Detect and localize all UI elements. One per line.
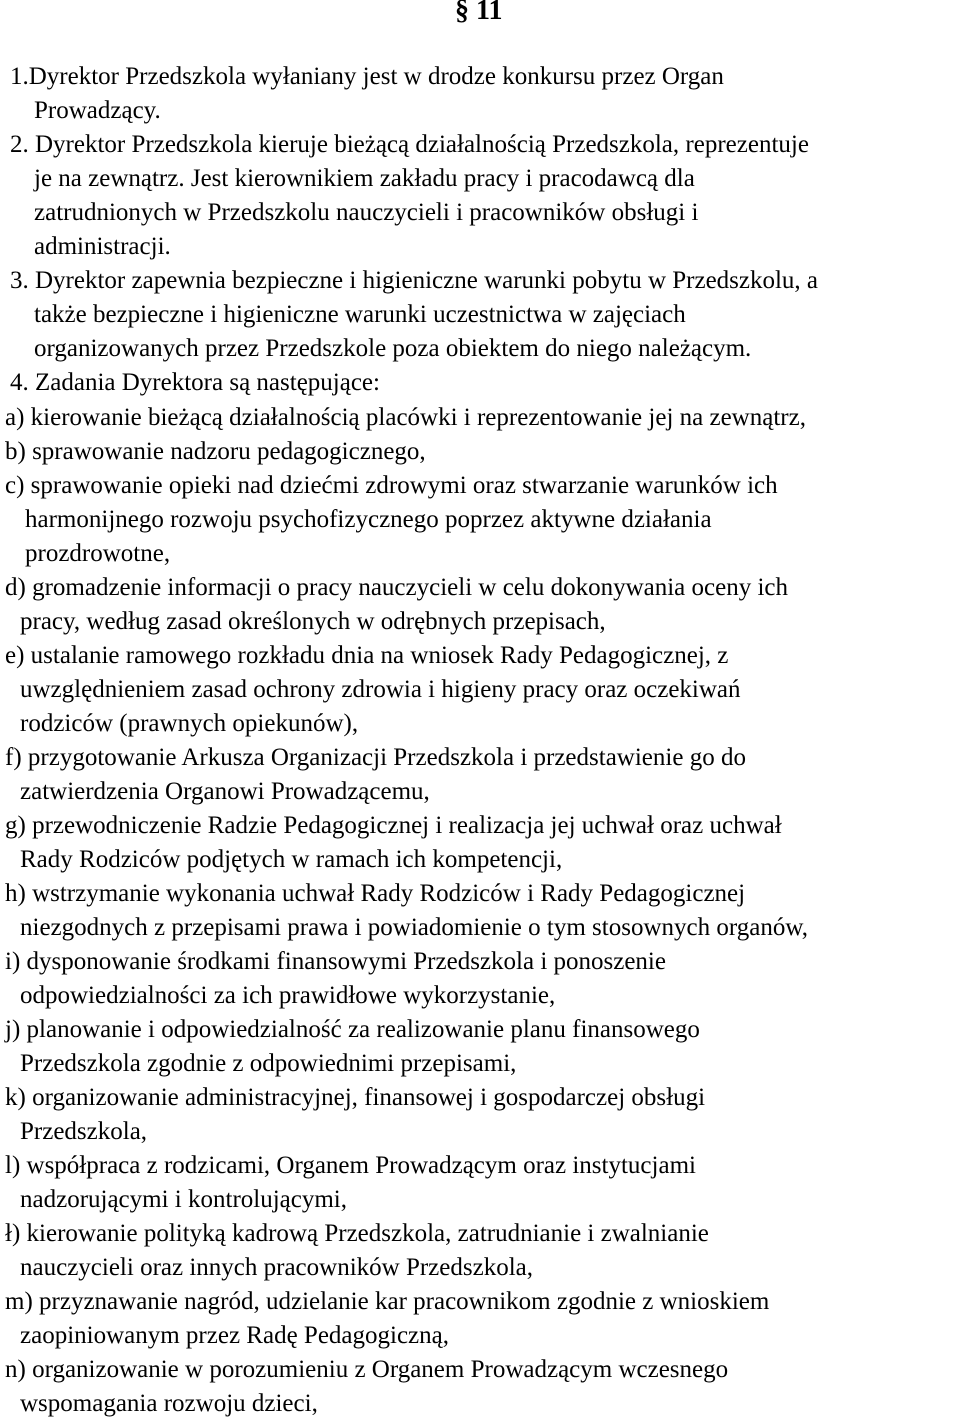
text-line: f) przygotowanie Arkusza Organizacji Przedszkola i przedstawienie go do xyxy=(5,744,746,771)
text-line: uwzględnieniem zasad ochrony zdrowia i higieny pracy oraz oczekiwań xyxy=(20,676,741,703)
text-line: zatwierdzenia Organowi Prowadzącemu, xyxy=(20,778,430,805)
text-line: odpowiedzialności za ich prawidłowe wykorzystanie, xyxy=(20,982,556,1009)
text-line: ł) kierowanie polityką kadrową Przedszkola, zatrudnianie i zwalnianie xyxy=(5,1220,709,1247)
text-line: prozdrowotne, xyxy=(25,540,171,567)
text-line: d) gromadzenie informacji o pracy nauczycieli w celu dokonywania oceny ich xyxy=(5,574,789,601)
text-line: nauczycieli oraz innych pracowników Przedszkola, xyxy=(20,1254,533,1281)
text-line: 2. Dyrektor Przedszkola kieruje bieżącą działalnością Przedszkola, reprezentuje xyxy=(10,131,809,158)
text-line: m) przyznawanie nagród, udzielanie kar pracownikom zgodnie z wnioskiem xyxy=(5,1288,770,1315)
text-line: a) kierowanie bieżącą działalnością placówki i reprezentowanie jej na zewnątrz, xyxy=(5,404,806,431)
text-line: administracji. xyxy=(34,233,171,260)
text-line: Prowadzący. xyxy=(34,97,161,124)
section-heading: § 11 xyxy=(455,0,503,26)
text-line: n) organizowanie w porozumieniu z Organem Prowadzącym wczesnego xyxy=(5,1356,729,1383)
text-line: zaopiniowanym przez Radę Pedagogiczną, xyxy=(20,1322,449,1349)
text-line: organizowanych przez Przedszkole poza obiektem do niego należącym. xyxy=(34,335,752,362)
text-line: i) dysponowanie środkami finansowymi Przedszkola i ponoszenie xyxy=(5,948,666,975)
text-line: b) sprawowanie nadzoru pedagogicznego, xyxy=(5,438,426,465)
text-line: c) sprawowanie opieki nad dziećmi zdrowymi oraz stwarzanie warunków ich xyxy=(5,472,778,499)
text-line: zatrudnionych w Przedszkolu nauczycieli i pracowników obsługi i xyxy=(34,199,699,226)
text-line: k) organizowanie administracyjnej, finansowej i gospodarczej obsługi xyxy=(5,1084,706,1111)
text-line: g) przewodniczenie Radzie Pedagogicznej i realizacja jej uchwał oraz uchwał xyxy=(5,812,782,839)
text-line: Przedszkola zgodnie z odpowiednimi przepisami, xyxy=(20,1050,517,1077)
text-line: e) ustalanie ramowego rozkładu dnia na wniosek Rady Pedagogicznej, z xyxy=(5,642,729,669)
text-line: harmonijnego rozwoju psychofizycznego poprzez aktywne działania xyxy=(25,506,712,533)
text-line: niezgodnych z przepisami prawa i powiadomienie o tym stosownych organów, xyxy=(20,914,809,941)
text-line: pracy, według zasad określonych w odrębnych przepisach, xyxy=(20,608,606,635)
text-line: także bezpieczne i higieniczne warunki uczestnictwa w zajęciach xyxy=(34,301,686,328)
text-line: Rady Rodziców podjętych w ramach ich kompetencji, xyxy=(20,846,563,873)
text-line: rodziców (prawnych opiekunów), xyxy=(20,710,359,737)
text-line: nadzorującymi i kontrolującymi, xyxy=(20,1186,347,1213)
text-line: je na zewnątrz. Jest kierownikiem zakładu pracy i pracodawcą dla xyxy=(34,165,695,192)
text-line: j) planowanie i odpowiedzialność za realizowanie planu finansowego xyxy=(5,1016,700,1043)
text-line: 4. Zadania Dyrektora są następujące: xyxy=(10,369,380,396)
text-line: 3. Dyrektor zapewnia bezpieczne i higieniczne warunki pobytu w Przedszkolu, a xyxy=(10,267,819,294)
text-line: wspomagania rozwoju dzieci, xyxy=(20,1390,318,1417)
text-line: h) wstrzymanie wykonania uchwał Rady Rodziców i Rady Pedagogicznej xyxy=(5,880,746,907)
text-line: 1.Dyrektor Przedszkola wyłaniany jest w drodze konkursu przez Organ xyxy=(10,63,724,90)
text-line: l) współpraca z rodzicami, Organem Prowadzącym oraz instytucjami xyxy=(5,1152,696,1179)
text-line: Przedszkola, xyxy=(20,1118,148,1145)
